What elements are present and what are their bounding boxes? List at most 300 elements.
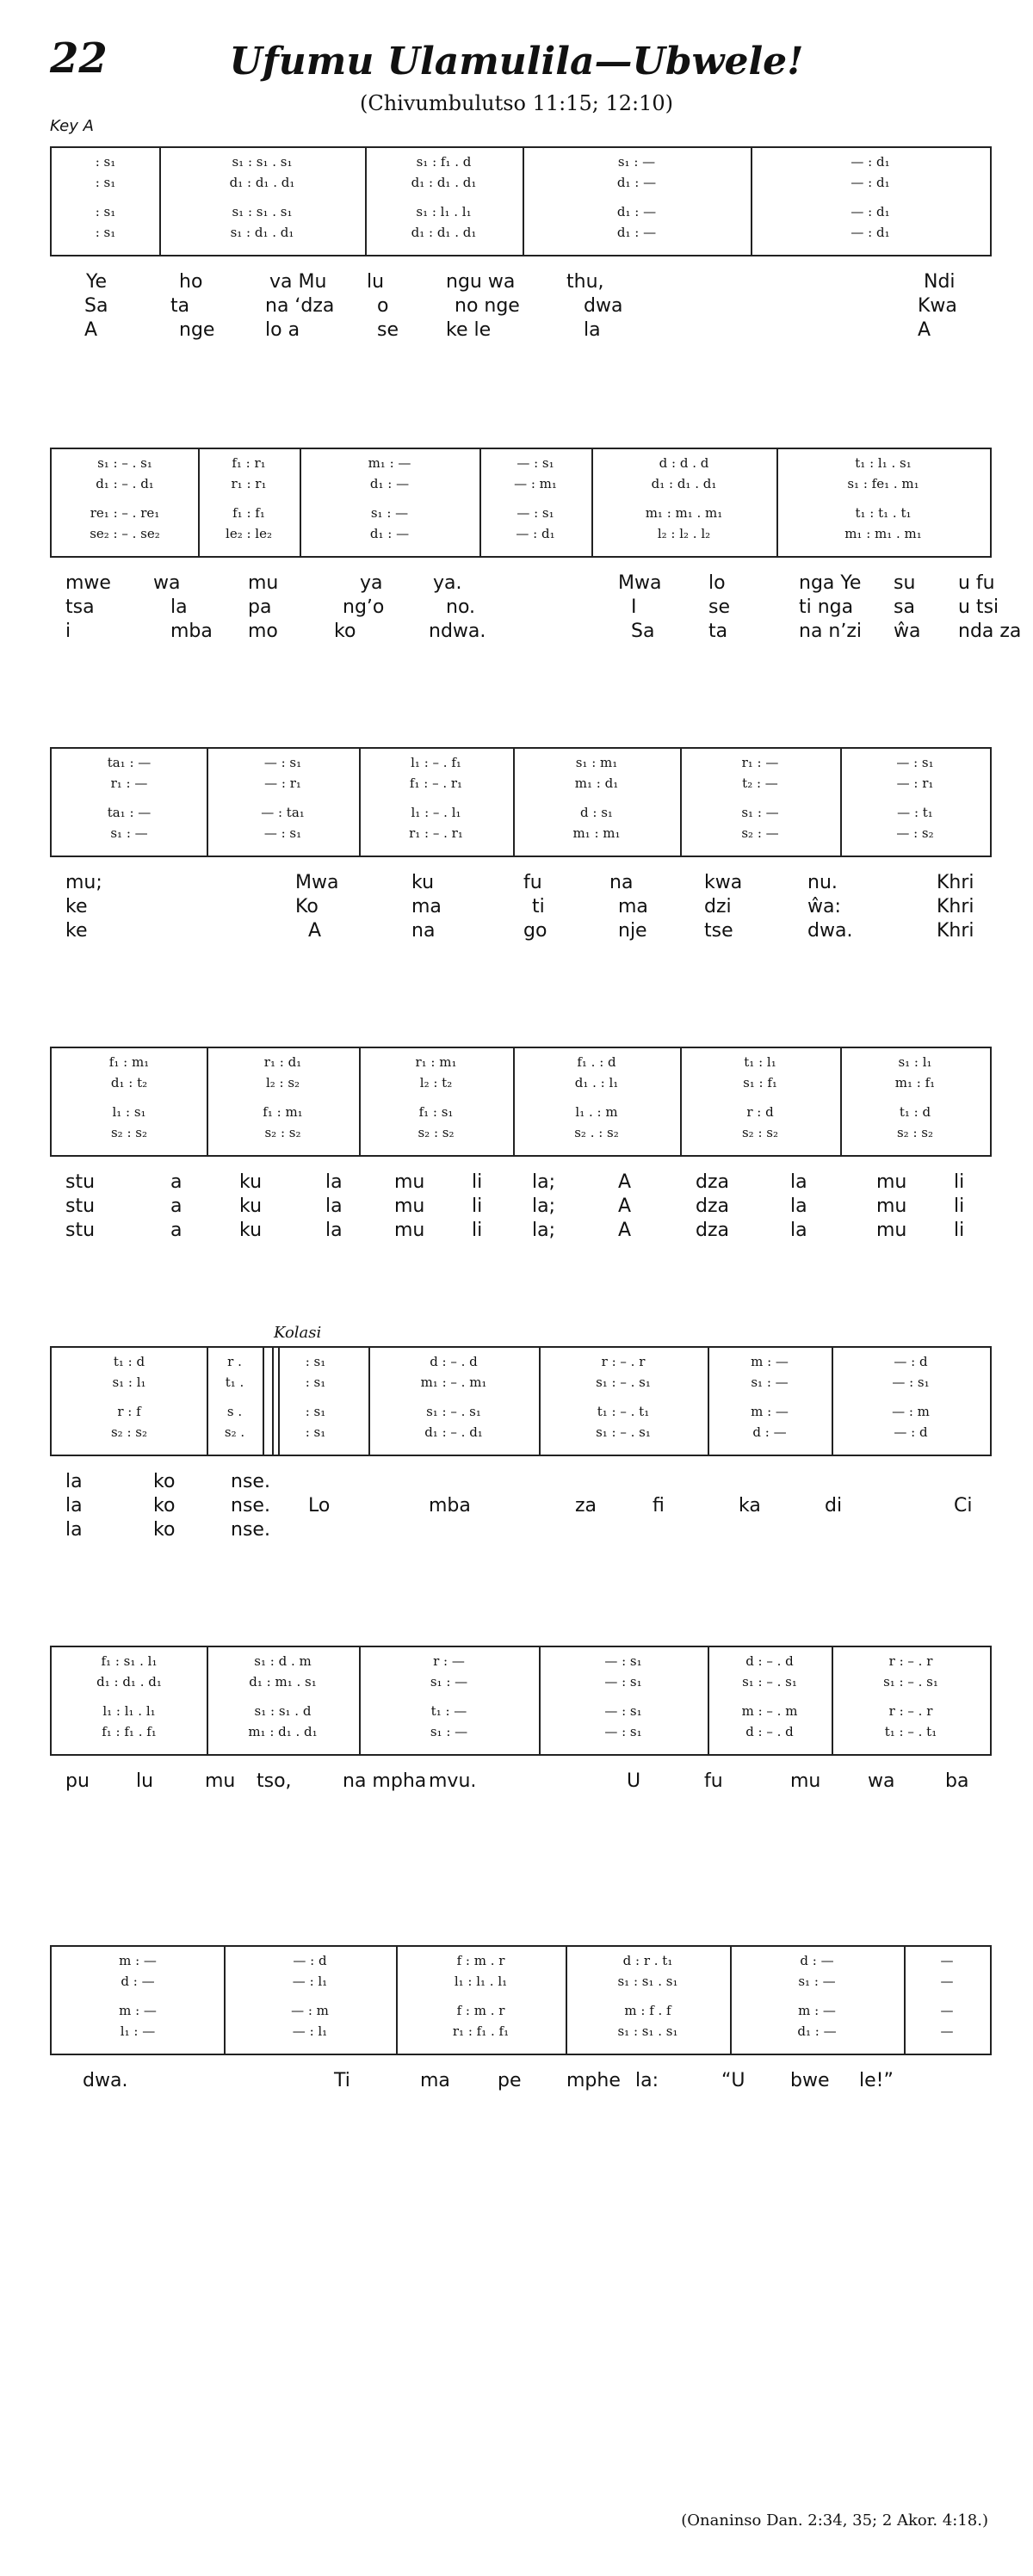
lyric-syllable: nse. xyxy=(231,1519,270,1541)
lyric-syllable: a xyxy=(170,1220,182,1241)
lyric-syllable: na xyxy=(609,872,634,893)
solfa-note: f₁ : – . r₁ xyxy=(409,775,463,791)
solfa-note: f₁ : s₁ xyxy=(418,1104,454,1120)
solfa-note: d₁ : — xyxy=(616,204,657,219)
solfa-note: d₁ : — xyxy=(616,225,657,240)
lyric-syllable: dwa xyxy=(584,295,623,317)
lyric-syllable: la xyxy=(65,1519,83,1541)
lyric-syllable: mwe xyxy=(65,572,111,594)
lyric-syllable: pe xyxy=(498,2070,522,2091)
lyric-syllable: na mpha xyxy=(343,1770,427,1792)
lyric-syllable: se xyxy=(377,319,399,341)
lyric-syllable: dwa. xyxy=(83,2070,128,2091)
lyric-syllable: Lo xyxy=(308,1495,331,1517)
lyric-syllable: di xyxy=(825,1495,843,1517)
lyric-syllable: a xyxy=(170,1195,182,1217)
lyric-syllable: ko xyxy=(153,1471,176,1492)
lyric-syllable: Kwa xyxy=(918,295,957,317)
lyric-syllable: ma xyxy=(411,896,442,917)
solfa-note: s₂ : — xyxy=(741,825,779,841)
solfa-note: s₁ : l₁ . l₁ xyxy=(416,204,472,219)
solfa-note: s₁ : s₁ . s₁ xyxy=(232,154,293,170)
solfa-note: d : – . d xyxy=(430,1354,478,1369)
lyric-syllable: nu. xyxy=(807,872,838,893)
solfa-note: s₁ : – . s₁ xyxy=(596,1424,651,1440)
solfa-note: t₁ . xyxy=(225,1374,244,1390)
solfa-note: m₁ : m₁ . m₁ xyxy=(645,505,723,521)
lyric-syllable: dza xyxy=(696,1195,729,1217)
solfa-note: t₁ : – . t₁ xyxy=(597,1404,650,1419)
lyric-syllable: A xyxy=(618,1220,632,1241)
lyric-syllable: li xyxy=(472,1195,483,1217)
solfa-note: d : — xyxy=(752,1424,787,1440)
solfa-note: m₁ : m₁ xyxy=(572,825,621,841)
lyric-syllable: ho xyxy=(179,271,203,293)
solfa-note: : s₁ xyxy=(305,1424,326,1440)
lyric-line xyxy=(50,1171,988,1195)
solfa-note: r : – . r xyxy=(888,1703,933,1719)
solfa-note: s₁ : f₁ xyxy=(743,1075,777,1090)
staff-system xyxy=(50,146,992,256)
solfa-note: d₁ : d₁ . d₁ xyxy=(411,225,477,240)
solfa-note: s₁ : – . s₁ xyxy=(97,455,152,471)
solfa-note: m : — xyxy=(119,1953,157,1968)
solfa-note: s₁ : l₁ xyxy=(112,1374,146,1390)
solfa-note: l₁ : – . l₁ xyxy=(411,805,461,820)
lyric-line xyxy=(50,620,1022,644)
lyric-syllable: A xyxy=(918,319,931,341)
lyric-syllable: la; xyxy=(532,1171,556,1193)
solfa-note: d₁ : t₂ xyxy=(110,1075,148,1090)
solfa-note: s₂ . xyxy=(224,1424,245,1440)
lyric-syllable: sa xyxy=(894,596,915,618)
solfa-note: : s₁ xyxy=(95,225,116,240)
lyric-syllable: stu xyxy=(65,1220,96,1241)
solfa-note: f : m . r xyxy=(456,2003,505,2018)
solfa-note: s₁ : – . s₁ xyxy=(883,1674,938,1690)
solfa-note: l₁ : — xyxy=(120,2023,156,2039)
solfa-note: s₂ : s₂ xyxy=(418,1125,455,1140)
lyric-syllable: se xyxy=(708,596,730,618)
lyric-syllable: Mwa xyxy=(618,572,662,594)
song-title: Ufumu Ulamulila—Ubwele! xyxy=(229,40,804,83)
solfa-note: d : d . d xyxy=(659,455,709,471)
lyric-syllable: nge xyxy=(179,319,215,341)
lyric-syllable: tsa xyxy=(65,596,95,618)
solfa-note: f₁ : m₁ xyxy=(108,1054,150,1070)
lyric-syllable: ndwa. xyxy=(429,621,486,642)
solfa-note: s₁ : — xyxy=(798,1974,836,1989)
lyric-syllable: ke xyxy=(65,920,88,942)
lyric-syllable: mphe xyxy=(566,2070,621,2091)
lyric-syllable: u tsi xyxy=(958,596,999,618)
lyric-line xyxy=(50,571,995,596)
solfa-note: r₁ : m₁ xyxy=(415,1054,457,1070)
lyric-line xyxy=(50,895,988,919)
lyric-syllable: nda za xyxy=(958,621,1022,642)
solfa-note: : s₁ xyxy=(95,204,116,219)
solfa-note: d₁ : m₁ . s₁ xyxy=(249,1674,317,1690)
solfa-note: s₁ : – . s₁ xyxy=(742,1674,797,1690)
lyric-line xyxy=(50,1219,988,1243)
solfa-note: — : d₁ xyxy=(851,154,890,170)
solfa-note: — : s₁ xyxy=(516,505,554,521)
lyric-line xyxy=(50,2069,988,2093)
lyric-line xyxy=(50,270,988,294)
solfa-note: d₁ : – . d₁ xyxy=(424,1424,483,1440)
solfa-note: — : r₁ xyxy=(896,775,934,791)
solfa-note: l₁ : l₁ . l₁ xyxy=(454,1974,508,1989)
lyric-syllable: Sa xyxy=(631,621,655,642)
lyric-syllable: i xyxy=(65,621,71,642)
lyric-syllable: mba xyxy=(429,1495,471,1517)
lyric-syllable: nse. xyxy=(231,1471,270,1492)
solfa-note: m : — xyxy=(751,1404,789,1419)
solfa-note: r₁ : f₁ . f₁ xyxy=(452,2023,510,2039)
lyric-syllable: ti xyxy=(532,896,545,917)
lyric-syllable: ko xyxy=(153,1519,176,1541)
solfa-note: s₁ : m₁ xyxy=(575,755,618,770)
solfa-note: — xyxy=(940,2003,954,2018)
key-signature: Key A xyxy=(50,117,94,135)
lyric-line xyxy=(50,919,988,943)
lyric-syllable: ta xyxy=(170,295,190,317)
lyric-syllable: ŵa xyxy=(894,621,921,642)
staff-system xyxy=(50,1646,992,1756)
solfa-note: s₁ : s₁ . s₁ xyxy=(617,1974,678,1989)
solfa-note: l₂ : l₂ . l₂ xyxy=(657,526,711,541)
solfa-note: d₁ : — xyxy=(616,175,657,190)
lyric-syllable: pa xyxy=(248,596,272,618)
lyric-syllable: bwe xyxy=(790,2070,830,2091)
solfa-note: d₁ : — xyxy=(369,476,410,491)
solfa-note: s₁ : – . s₁ xyxy=(596,1374,651,1390)
solfa-note: t₁ : — xyxy=(430,1703,467,1719)
lyric-syllable: ku xyxy=(411,872,435,893)
lyric-syllable: dza xyxy=(696,1220,729,1241)
lyric-syllable: mo xyxy=(248,621,278,642)
lyric-syllable: ta xyxy=(708,621,728,642)
scripture-reference: (Chivumbulutso 11:15; 12:10) xyxy=(359,91,674,115)
staff-system xyxy=(50,1945,992,2055)
chorus-label: Kolasi xyxy=(274,1324,322,1342)
solfa-note: t₁ : d xyxy=(899,1104,931,1120)
solfa-note: l₁ : – . f₁ xyxy=(411,755,461,770)
staff-system xyxy=(50,1047,992,1157)
solfa-note: s₁ : – . s₁ xyxy=(426,1404,481,1419)
solfa-note: d : — xyxy=(800,1953,834,1968)
lyric-syllable: dza xyxy=(696,1171,729,1193)
solfa-note: s₂ : s₂ xyxy=(896,1125,933,1140)
lyric-syllable: la xyxy=(790,1220,807,1241)
solfa-note: m : f . f xyxy=(624,2003,671,2018)
lyric-syllable: na nʼzi xyxy=(799,621,863,642)
solfa-note: d₁ : — xyxy=(369,526,410,541)
lyric-syllable: ba xyxy=(945,1770,969,1792)
lyric-line xyxy=(50,294,988,318)
solfa-note: — : m xyxy=(892,1404,930,1419)
solfa-note: m₁ : m₁ . m₁ xyxy=(844,526,922,541)
lyric-syllable: ku xyxy=(239,1195,263,1217)
solfa-note: — : ta₁ xyxy=(261,805,305,820)
lyric-syllable: la; xyxy=(532,1195,556,1217)
solfa-note: s₁ : — xyxy=(741,805,779,820)
lyric-syllable: lu xyxy=(367,271,385,293)
solfa-note: m : – . m xyxy=(741,1703,798,1719)
solfa-note: r : — xyxy=(433,1653,465,1669)
lyric-syllable: la xyxy=(325,1195,343,1217)
solfa-note: t₂ : — xyxy=(742,775,778,791)
lyric-syllable: no. xyxy=(446,596,476,618)
lyric-syllable: ya xyxy=(360,572,383,594)
lyric-syllable: A xyxy=(618,1195,632,1217)
staff-system xyxy=(50,1346,992,1456)
lyric-syllable: Ndi xyxy=(924,271,956,293)
solfa-note: r : – . r xyxy=(601,1354,646,1369)
solfa-note: f₁ . : d xyxy=(577,1054,616,1070)
solfa-note: r₁ : — xyxy=(110,775,148,791)
lyric-syllable: su xyxy=(894,572,916,594)
solfa-note: r : d xyxy=(746,1104,774,1120)
solfa-note: re₁ : – . re₁ xyxy=(90,505,160,521)
solfa-note: — : d₁ xyxy=(851,175,890,190)
solfa-note: f : m . r xyxy=(456,1953,505,1968)
lyric-syllable: mu xyxy=(876,1220,907,1241)
solfa-note: — xyxy=(940,1974,954,1989)
solfa-note: s₁ : l₁ xyxy=(898,1054,932,1070)
solfa-note: s₁ : d . m xyxy=(254,1653,312,1669)
lyric-syllable: la: xyxy=(635,2070,659,2091)
lyric-syllable: za xyxy=(575,1495,597,1517)
solfa-note: s₂ . : s₂ xyxy=(574,1125,619,1140)
solfa-note: m : — xyxy=(798,2003,836,2018)
solfa-note: f₁ : s₁ . l₁ xyxy=(101,1653,158,1669)
solfa-note: s₂ : s₂ xyxy=(110,1125,147,1140)
solfa-note: — : d₁ xyxy=(851,225,890,240)
solfa-note: t₁ : d xyxy=(113,1354,145,1369)
solfa-note: d : r . t₁ xyxy=(622,1953,673,1968)
solfa-note: l₂ : t₂ xyxy=(419,1075,453,1090)
solfa-note: t₁ : t₁ . t₁ xyxy=(855,505,912,521)
solfa-note: m₁ : — xyxy=(368,455,411,471)
solfa-note: r₁ : – . r₁ xyxy=(409,825,463,841)
solfa-note: l₁ . : m xyxy=(575,1104,618,1120)
lyric-line xyxy=(50,1770,988,1794)
lyric-syllable: mu xyxy=(876,1171,907,1193)
lyric-syllable: na xyxy=(411,920,436,942)
lyric-syllable: tse xyxy=(704,920,733,942)
solfa-note: d : – . d xyxy=(745,1724,794,1739)
solfa-note: ta₁ : — xyxy=(107,805,152,820)
lyric-syllable: ko xyxy=(334,621,356,642)
lyric-syllable: Ye xyxy=(86,271,108,293)
solfa-note: — : m xyxy=(291,2003,329,2018)
solfa-note: m₁ : d₁ . d₁ xyxy=(248,1724,318,1739)
lyric-syllable: fu xyxy=(704,1770,723,1792)
solfa-note: — : d xyxy=(894,1354,928,1369)
lyric-syllable: mu xyxy=(394,1195,425,1217)
lyric-syllable: Khri xyxy=(937,920,974,942)
lyric-line xyxy=(50,1470,988,1494)
lyric-syllable: stu xyxy=(65,1171,96,1193)
lyric-syllable: wa xyxy=(868,1770,895,1792)
solfa-note: d₁ : d₁ . d₁ xyxy=(411,175,477,190)
lyric-syllable: Khri xyxy=(937,872,974,893)
solfa-note: d₁ : d₁ . d₁ xyxy=(229,175,295,190)
lyric-syllable: u fu xyxy=(958,572,995,594)
lyric-syllable: kwa xyxy=(704,872,743,893)
lyric-syllable: mu xyxy=(394,1220,425,1241)
lyric-syllable: ŵa: xyxy=(807,896,841,917)
lyric-syllable: ngu wa xyxy=(446,271,516,293)
solfa-note: — : s₁ xyxy=(263,825,302,841)
solfa-note: r₁ : r₁ xyxy=(231,476,267,491)
solfa-note: d : – . d xyxy=(745,1653,794,1669)
solfa-note: m : — xyxy=(751,1354,789,1369)
solfa-note: d₁ : — xyxy=(797,2023,837,2039)
lyric-syllable: ma xyxy=(618,896,648,917)
solfa-note: — : s₁ xyxy=(263,755,302,770)
lyric-syllable: la xyxy=(325,1220,343,1241)
solfa-note: — : l₁ xyxy=(292,1974,328,1989)
lyric-syllable: li xyxy=(954,1195,965,1217)
lyric-syllable: nse. xyxy=(231,1495,270,1517)
lyric-syllable: tso, xyxy=(257,1770,292,1792)
lyric-syllable: no nge xyxy=(455,295,520,317)
solfa-note: t₁ : – . t₁ xyxy=(884,1724,937,1739)
solfa-note: — : d₁ xyxy=(851,204,890,219)
lyric-syllable: mu xyxy=(876,1195,907,1217)
lyric-syllable: go xyxy=(523,920,547,942)
solfa-note: l₁ : s₁ xyxy=(112,1104,146,1120)
solfa-note: — : r₁ xyxy=(264,775,301,791)
solfa-note: r . xyxy=(227,1354,242,1369)
lyric-syllable: mu xyxy=(205,1770,236,1792)
lyric-syllable: la xyxy=(65,1471,83,1492)
solfa-note: — : d₁ xyxy=(516,526,555,541)
solfa-note: m₁ : – . m₁ xyxy=(420,1374,487,1390)
lyric-syllable: la xyxy=(170,596,188,618)
solfa-note: : s₁ xyxy=(305,1354,326,1369)
lyric-syllable: li xyxy=(954,1220,965,1241)
solfa-note: s₁ : — xyxy=(430,1724,468,1739)
solfa-note: d₁ : d₁ . d₁ xyxy=(96,1674,162,1690)
lyric-syllable: stu xyxy=(65,1195,96,1217)
solfa-note: f₁ : m₁ xyxy=(263,1104,303,1120)
lyric-syllable: la xyxy=(790,1195,807,1217)
solfa-note: — : l₁ xyxy=(292,2023,328,2039)
solfa-note: r : – . r xyxy=(888,1653,933,1669)
lyric-line xyxy=(50,596,999,620)
lyric-syllable: la xyxy=(584,319,601,341)
lyric-syllable: Ci xyxy=(954,1495,973,1517)
lyric-syllable: mba xyxy=(170,621,213,642)
solfa-note: s₁ : fe₁ . m₁ xyxy=(847,476,919,491)
solfa-note: se₂ : – . se₂ xyxy=(90,526,160,541)
solfa-note: : s₁ xyxy=(305,1374,326,1390)
solfa-note: d : s₁ xyxy=(580,805,613,820)
solfa-note: — : s₁ xyxy=(604,1724,642,1739)
solfa-note: — xyxy=(940,2023,954,2039)
lyric-syllable: lu xyxy=(136,1770,154,1792)
lyric-syllable: fu xyxy=(523,872,542,893)
solfa-note: — : t₁ xyxy=(897,805,933,820)
solfa-note: f₁ : f₁ xyxy=(232,505,265,521)
lyric-syllable: ti nga xyxy=(799,596,854,618)
lyric-syllable: A xyxy=(308,920,322,942)
solfa-note: f₁ : r₁ xyxy=(232,455,266,471)
lyric-syllable: mu xyxy=(394,1171,425,1193)
solfa-note: s . xyxy=(226,1404,243,1419)
lyric-syllable: dzi xyxy=(704,896,732,917)
solfa-note: s₁ : s₁ . s₁ xyxy=(617,2023,678,2039)
lyric-syllable: nje xyxy=(618,920,647,942)
solfa-note: s₂ : s₂ xyxy=(741,1125,778,1140)
lyric-syllable: Sa xyxy=(84,295,108,317)
lyric-syllable: A xyxy=(618,1171,632,1193)
lyric-syllable: U xyxy=(627,1770,641,1792)
lyric-syllable: I xyxy=(631,596,637,618)
staff-system xyxy=(50,448,992,558)
solfa-note: : s₁ xyxy=(95,175,116,190)
solfa-note: l₂ : s₂ xyxy=(265,1075,300,1090)
solfa-note: l₁ : l₁ . l₁ xyxy=(102,1703,156,1719)
lyric-syllable: li xyxy=(472,1171,483,1193)
solfa-note: s₂ : s₂ xyxy=(264,1125,301,1140)
solfa-note: d₁ : – . d₁ xyxy=(96,476,154,491)
solfa-note: — : d xyxy=(894,1424,928,1440)
lyric-syllable: la xyxy=(65,1495,83,1517)
lyric-syllable: a xyxy=(170,1171,182,1193)
solfa-note: s₁ : — xyxy=(617,154,656,170)
lyric-syllable: thu, xyxy=(566,271,604,293)
solfa-note: s₂ : s₂ xyxy=(110,1424,147,1440)
lyric-syllable: Ti xyxy=(334,2070,350,2091)
lyric-line xyxy=(50,871,988,895)
lyric-syllable: wa xyxy=(153,572,181,594)
lyric-syllable: ku xyxy=(239,1171,263,1193)
solfa-note: s₁ : s₁ . s₁ xyxy=(232,204,293,219)
solfa-note: f₁ : f₁ . f₁ xyxy=(102,1724,157,1739)
lyric-syllable: ka xyxy=(739,1495,761,1517)
lyric-syllable: ko xyxy=(153,1495,176,1517)
solfa-note: — : s₁ xyxy=(892,1374,930,1390)
solfa-note: ta₁ : — xyxy=(107,755,152,770)
lyric-syllable: Khri xyxy=(937,896,974,917)
solfa-note: d : — xyxy=(121,1974,155,1989)
lyric-syllable: lo a xyxy=(265,319,300,341)
solfa-note: — : s₁ xyxy=(604,1674,642,1690)
solfa-note: r₁ : — xyxy=(741,755,779,770)
lyric-syllable: ku xyxy=(239,1220,263,1241)
solfa-note: — : s₁ xyxy=(516,455,554,471)
solfa-note: m₁ : f₁ xyxy=(894,1075,936,1090)
lyric-syllable: fi xyxy=(653,1495,665,1517)
lyric-syllable: la; xyxy=(532,1220,556,1241)
lyric-line xyxy=(50,318,988,343)
lyric-syllable: ke xyxy=(65,896,88,917)
lyric-syllable: lo xyxy=(708,572,726,594)
solfa-note: t₁ : l₁ xyxy=(744,1054,776,1070)
lyric-syllable: la xyxy=(325,1171,343,1193)
solfa-note: : s₁ xyxy=(95,154,116,170)
lyric-syllable: pu xyxy=(65,1770,90,1792)
solfa-note: — : s₁ xyxy=(896,755,934,770)
solfa-note: t₁ : l₁ . s₁ xyxy=(855,455,912,471)
solfa-note: le₂ : le₂ xyxy=(226,526,272,541)
lyric-syllable: A xyxy=(84,319,98,341)
lyric-syllable: “U xyxy=(721,2070,745,2091)
